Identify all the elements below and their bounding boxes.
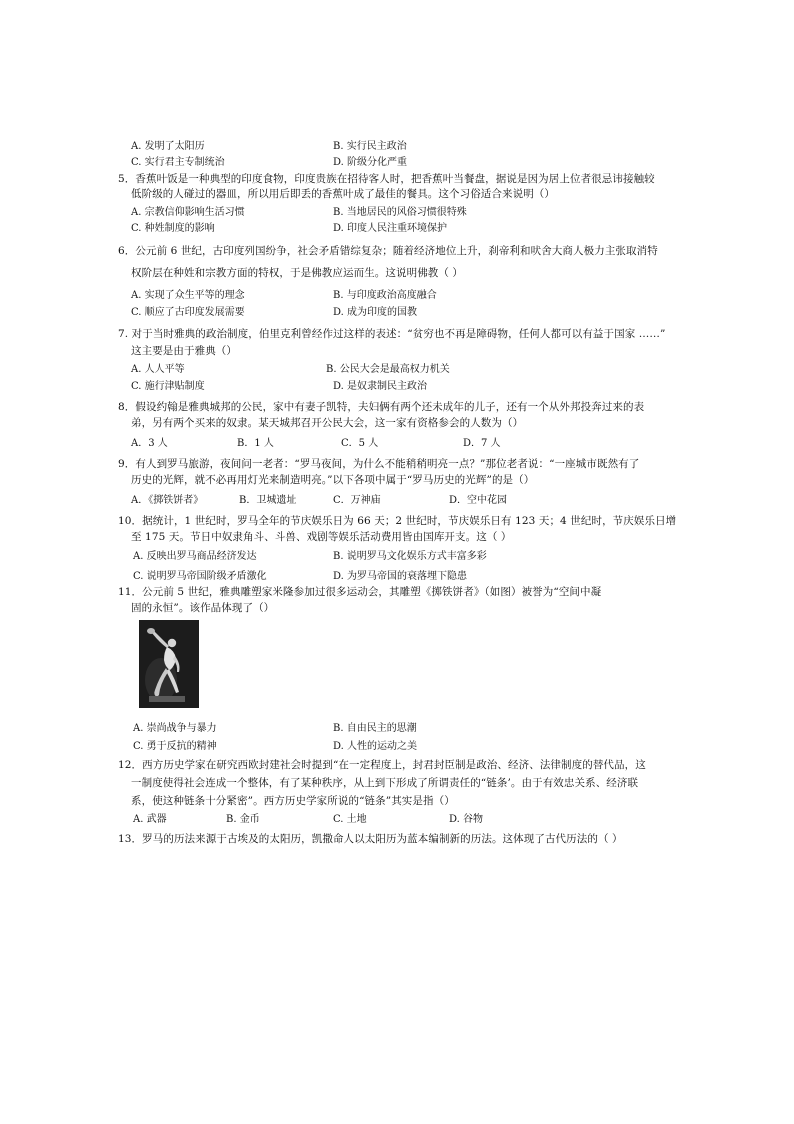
q10-stem-line2: 至 175 天。节日中奴隶角斗、斗兽、戏剧等娱乐活动费用皆由国库开支。这（ ） [131, 531, 512, 543]
q5-option-b: B. 当地居民的风俗习惯很特殊 [333, 207, 467, 218]
q11-option-a: A. 崇尚战争与暴力 [133, 723, 217, 734]
q5-option-a: A. 宗教信仰影响生活习惯 [131, 207, 245, 218]
q7-option-d: D. 是奴隶制民主政治 [333, 381, 428, 392]
q6-stem-line1: 6．公元前 6 世纪，古印度列国纷争，社会矛盾错综复杂；随着经济地位上升，刹帝利和吠舍大商人极力主张取消特 [118, 245, 658, 257]
q4-option-b: B. 实行民主政治 [333, 141, 407, 152]
q4-option-d: D. 阶级分化严重 [333, 157, 408, 168]
q9-stem-line2: 历史的光辉，就不必再用灯光来制造明亮。”以下各项中属于“罗马历史的光辉”的是（） [131, 474, 535, 486]
q12-option-d: D. 谷物 [449, 814, 484, 825]
q5-stem-line1: 5．香蕉叶饭是一种典型的印度食物，印度贵族在招待客人时，把香蕉叶当餐盘，据说是因为居上位者很忌讳接触较 [118, 173, 655, 185]
q7-option-b: B. 公民大会是最高权力机关 [326, 364, 450, 375]
q12-option-c: C. 土地 [333, 814, 367, 825]
q10-stem-line1: 10．据统计，1 世纪时，罗马全年的节庆娱乐日为 66 天；2 世纪时，节庆娱乐日有 123 天；4 世纪时，节庆娱乐日增 [118, 515, 677, 527]
q8-option-a: A．3 人 [131, 438, 168, 449]
q8-stem-line2: 弟，另有两个买来的奴隶。某天城邦召开公民大会，这一家有资格参会的人数为（） [131, 417, 524, 429]
q13-stem-line1: 13．罗马的历法来源于古埃及的太阳历，凯撒命人以太阳历为蓝本编制新的历法。这体现了古代历法的（ ） [118, 833, 623, 845]
q11-option-c: C. 勇于反抗的精神 [133, 741, 217, 752]
q11-stem-line1: 11．公元前 5 世纪，雅典雕塑家米隆参加过很多运动会，其雕塑《掷铁饼者》（如图）被誉为“空间中凝 [118, 586, 602, 598]
q4-option-a: A. 发明了太阳历 [131, 141, 205, 152]
q7-option-c: C. 施行津贴制度 [131, 381, 205, 392]
q10-option-c: C. 说明罗马帝国阶级矛盾激化 [133, 571, 267, 582]
q12-option-a: A. 武器 [133, 814, 167, 825]
q11-option-b: B. 自由民主的思潮 [333, 723, 417, 734]
q11-option-d: D. 人性的运动之美 [333, 741, 418, 752]
q5-stem-line2: 低阶级的人碰过的器皿，所以用后即丢的香蕉叶成了最佳的餐具。这个习俗适合来说明（） [131, 188, 555, 200]
q9-option-c: C．万神庙 [333, 495, 381, 506]
q5-option-c: C. 种姓制度的影响 [131, 223, 215, 234]
discus-thrower-figure-icon [139, 620, 199, 708]
q6-stem-line2: 权阶层在种姓和宗教方面的特权，于是佛教应运而生。这说明佛教（ ） [131, 267, 464, 279]
q6-option-d: D. 成为印度的国教 [333, 307, 418, 318]
q12-stem-line2: 一制度使得社会连成一个整体，有了某种秩序，从上到下形成了所谓责任的“链条’。由于有效忠关系、经济联 [131, 777, 639, 789]
q9-option-b: B．卫城遗址 [239, 495, 297, 506]
q6-option-b: B. 与印度政治高度融合 [333, 290, 437, 301]
q12-stem-line3: 系，使这种链条十分紧密”。西方历史学家所说的“链条”其实是指（） [131, 795, 455, 807]
q9-option-d: D．空中花园 [449, 495, 508, 506]
q8-option-b: B．1 人 [237, 438, 274, 449]
q9-option-a: A．《掷铁饼者》 [131, 495, 204, 506]
q11-stem-line2: 固的永恒”。该作品体现了（） [131, 602, 275, 614]
q9-stem-line1: 9．有人到罗马旅游，夜间问一老者：“罗马夜间，为什么不能稍稍明亮一点？”那位老者说：“一座城市既然有了 [118, 458, 640, 470]
q10-option-b: B. 说明罗马文化娱乐方式丰富多彩 [333, 551, 487, 562]
q12-stem-line1: 12．西方历史学家在研究西欧封建社会时提到“在一定程度上，封君封臣制是政治、经济、法律制度的替代品，这 [118, 759, 646, 771]
q5-option-d: D. 印度人民注重环境保护 [333, 223, 448, 234]
q7-option-a: A. 人人平等 [131, 364, 185, 375]
discobolus-photo [139, 620, 199, 708]
q8-option-d: D．7 人 [463, 438, 501, 449]
q12-option-b: B. 金币 [226, 814, 260, 825]
q8-option-c: C．5 人 [341, 438, 379, 449]
q4-option-c: C. 实行君主专制统治 [131, 157, 225, 168]
q10-option-d: D. 为罗马帝国的衰落埋下隐患 [333, 571, 468, 582]
q8-stem-line1: 8．假设约翰是雅典城邦的公民，家中有妻子凯特，夫妇俩有两个还未成年的儿子，还有一个从外邦投奔过来的表 [118, 401, 645, 413]
q7-stem-line1: 7. 对于当时雅典的政治制度，伯里克利曾经作过这样的表述：“贫穷也不再是障碍物，任何人都可以有益于国家 ……” [118, 328, 666, 340]
q7-stem-line2: 这主要是由于雅典（） [131, 345, 237, 357]
q6-option-c: C. 顺应了古印度发展需要 [131, 307, 245, 318]
q6-option-a: A. 实现了众生平等的理念 [131, 290, 245, 301]
q10-option-a: A. 反映出罗马商品经济发达 [133, 551, 257, 562]
